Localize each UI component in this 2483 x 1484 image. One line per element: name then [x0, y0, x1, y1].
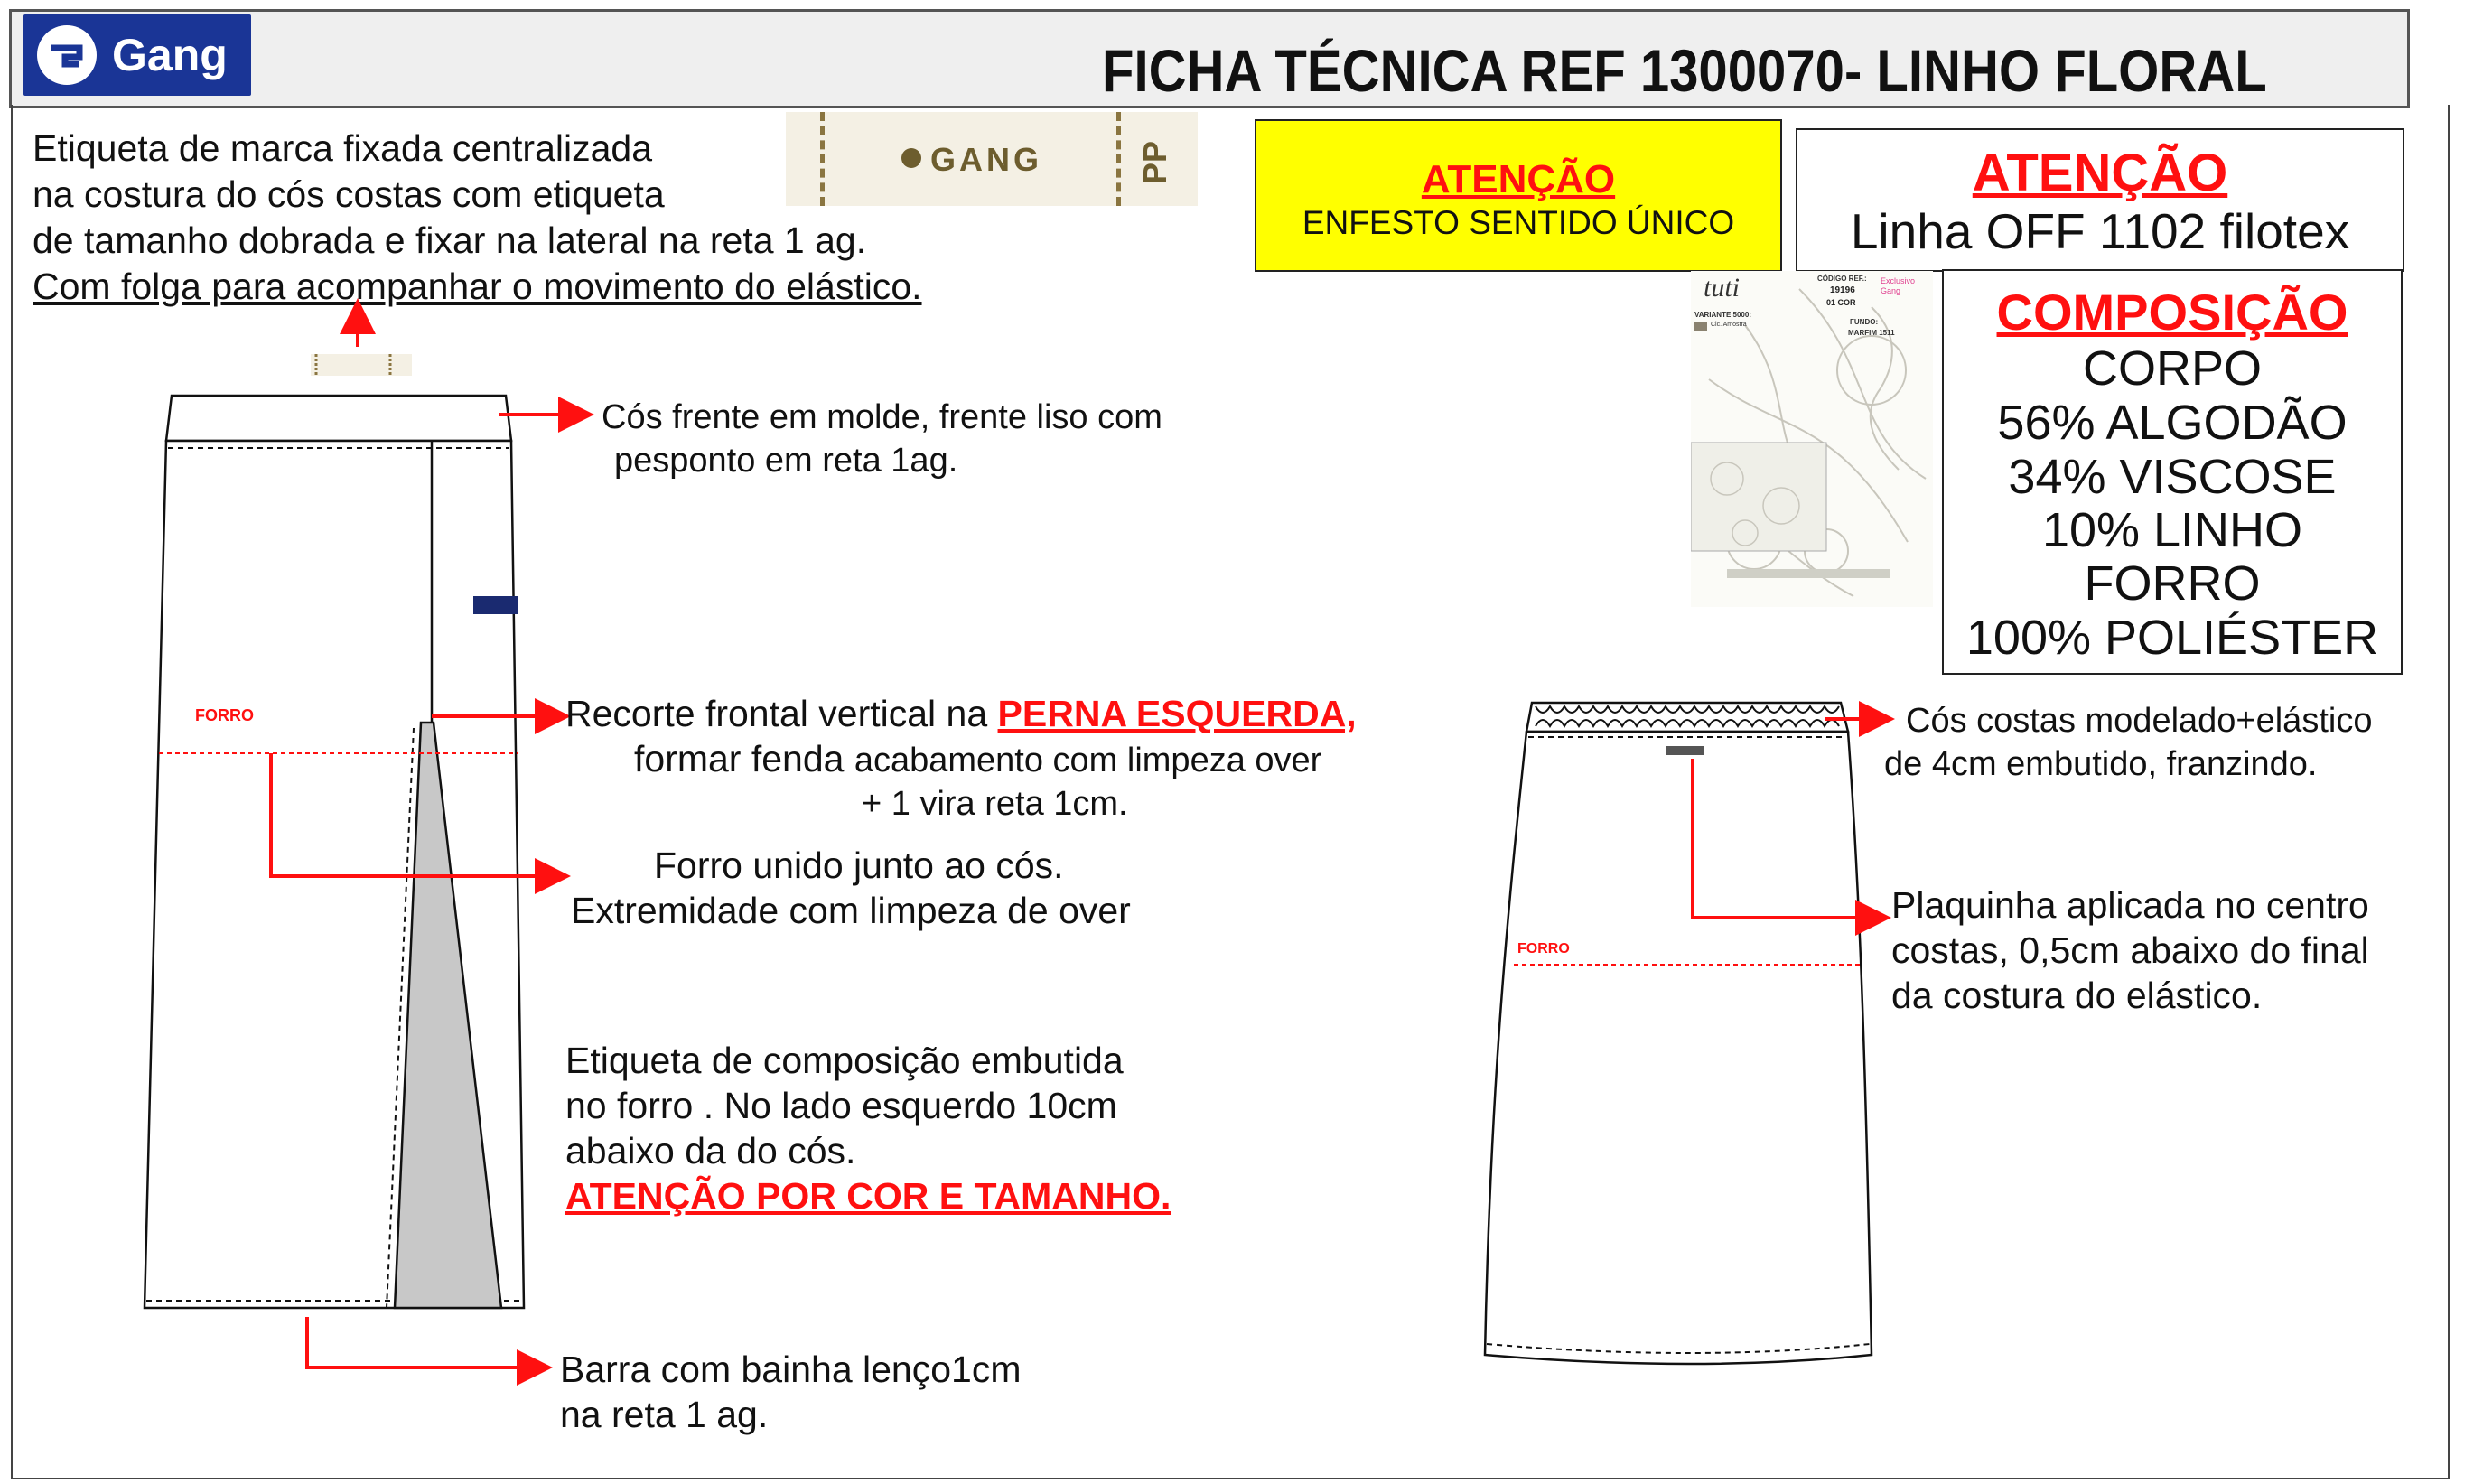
composition-line-2: 56% ALGODÃO: [1997, 396, 2348, 450]
composition-line-4: 10% LINHO: [2041, 503, 2303, 557]
swatch-exclusive: Exclusivo Gang: [1881, 276, 1916, 295]
brand-label-note-1: Etiqueta de marca fixada centralizada: [33, 127, 653, 169]
swatch-color-name: Clc. Amostra: [1711, 322, 1747, 328]
front-cut-highlight: PERNA ESQUERDA,: [997, 693, 1357, 734]
waistband-front-note-2: pesponto em reta 1ag.: [614, 442, 958, 480]
small-brand-label: [311, 354, 412, 376]
back-skirt-sketch: [1485, 703, 1872, 1364]
composition-line-6: 100% POLIÉSTER: [1965, 611, 2379, 665]
front-cut-note-3: + 1 vira reta 1cm.: [862, 785, 1128, 823]
swatch-code-label: CÓDIGO REF.:: [1817, 275, 1867, 283]
composition-line-3: 34% VISCOSE: [2008, 450, 2337, 504]
composition-label-note-2: no forro . No lado esquerdo 10cm: [565, 1085, 1117, 1126]
composition-label-attention: ATENÇÃO POR COR E TAMANHO.: [565, 1175, 1171, 1217]
back-forro-label: FORRO: [1517, 941, 1570, 957]
swatch-background-label: FUNDO:: [1850, 318, 1879, 326]
swatch-color-count: 01 COR: [1826, 298, 1856, 307]
swatch-code: 19196: [1830, 285, 1855, 295]
waistband-front-note-1: Cós frente em molde, frente liso com: [602, 398, 1162, 436]
lining-note-1: Forro unido junto ao cós.: [654, 845, 1064, 886]
swatch-background-value: MARFIM 1511: [1848, 329, 1895, 337]
composition-label-note-3: abaixo da do cós.: [565, 1130, 856, 1171]
front-cut-note-1-prefix: Recorte frontal vertical na: [565, 693, 998, 734]
brand-label-note-2: na costura do cós costas com etiqueta: [33, 173, 665, 215]
composition-line-5: FORRO: [2084, 556, 2261, 611]
page-title: FICHA TÉCNICA REF 1300070- LINHO FLORAL: [1102, 37, 2267, 104]
swatch-variant-label: VARIANTE 5000:: [1694, 311, 1751, 319]
attention-spread-text: ENFESTO SENTIDO ÚNICO: [1302, 204, 1735, 241]
arrow-hem: [307, 1317, 546, 1367]
label-size-text: PP: [1136, 140, 1173, 184]
back-plate: [1666, 746, 1704, 755]
front-cut-note-1: [565, 690, 1357, 737]
label-brand-text: GANG: [930, 141, 1042, 178]
hem-note-1: Barra com bainha lenço1cm: [560, 1349, 1022, 1390]
front-forro-label: FORRO: [195, 706, 254, 724]
lining-note-2: Extremidade com limpeza de over: [571, 890, 1131, 931]
attention-spread-title: ATENÇÃO: [1421, 157, 1616, 201]
front-cut-note-2-rest: acabamento com limpeza over: [854, 742, 1322, 779]
attention-thread-text: Linha OFF 1102 filotex: [1850, 203, 2350, 259]
hem-note-2: na reta 1 ag.: [560, 1394, 769, 1435]
front-cut-note-2-prefix: formar fenda: [634, 738, 854, 779]
brand-label-note-3: de tamanho dobrada e fixar na lateral na reta 1 ag.: [33, 219, 867, 261]
plate-note-1: Plaquinha aplicada no centro: [1891, 884, 2369, 926]
composition-line-1: CORPO: [2082, 341, 2263, 396]
swatch-brand: tuti: [1704, 273, 1741, 303]
plate-note-2: costas, 0,5cm abaixo do final: [1891, 929, 2369, 971]
plate-note-3: da costura do elástico.: [1891, 975, 2263, 1016]
front-cut-note-2: [634, 735, 1321, 784]
brand-label-note-4: Com folga para acompanhar o movimento do elástico.: [33, 266, 922, 307]
composition-label-note-1: Etiqueta de composição embutida: [565, 1040, 1124, 1081]
attention-thread-title: ATENÇÃO: [1972, 144, 2228, 202]
waistband-back-note-1: Cós costas modelado+elástico: [1906, 702, 2373, 740]
logo-text: Gang: [112, 30, 228, 80]
placket-mark: [473, 596, 518, 614]
waistband-back-note-2: de 4cm embutido, franzindo.: [1884, 745, 2318, 783]
composition-title: COMPOSIÇÃO: [1996, 284, 2348, 341]
